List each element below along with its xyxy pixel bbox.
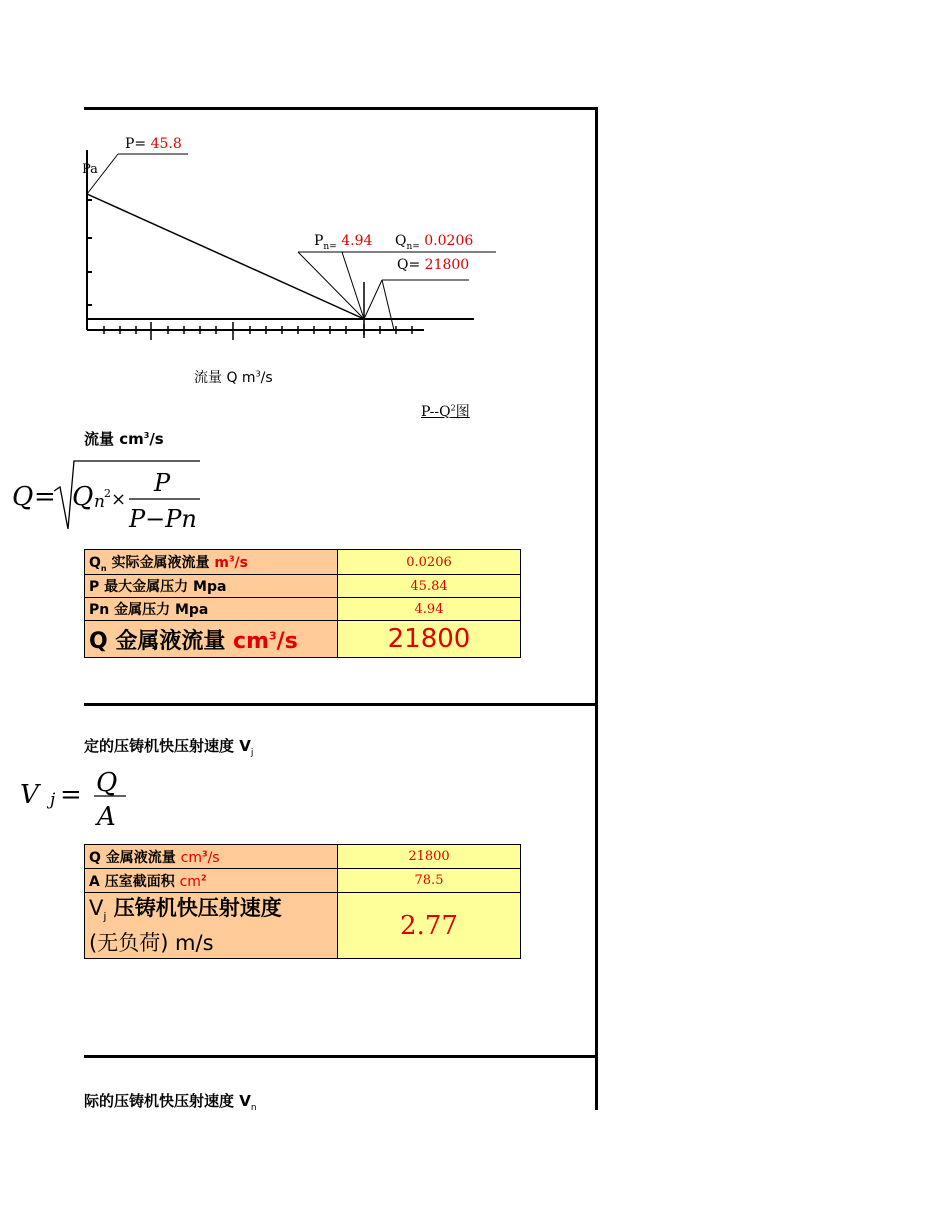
table-row [85,869,521,893]
svg-text:Q: Q [72,482,94,512]
table-row [85,575,521,598]
p-label-cell: P 最大金属压力 Mpa [85,575,338,598]
svg-text:=: = [60,780,82,810]
pn-label: $P_{n=}$ 4.94 [314,233,373,252]
q-leader [382,280,394,330]
formula-vj [18,765,138,833]
svg-text:P: P [154,469,171,497]
chart-caption: $P--Q^2$图 [421,403,470,420]
section3-divider [84,1055,598,1058]
table-row [85,845,521,869]
p-label: P= 45.8 [125,136,182,152]
q-result-value-cell: 21800 [338,621,521,658]
svg-text:A: A [97,802,116,832]
p-value-cell[interactable]: 45.84 [338,575,521,598]
q-result-label-cell: Q 金属液流量 $cm^3/s$ [85,621,338,658]
pn-value-cell[interactable]: 4.94 [338,598,521,621]
pa-label: Pa [82,162,98,177]
table-row [85,893,521,959]
svg-text:2: 2 [104,487,111,500]
svg-text:n: n [94,492,105,512]
top-border [84,107,598,110]
table-row [85,550,521,575]
svg-text:Q: Q [96,768,118,798]
section1-title: 流量 $cm^3/s$ [84,430,164,448]
qn-label-cell: $Q_n$ 实际金属液流量 $m^3/s$ [85,550,338,575]
a-label-cell: A 压室截面积 $cm^2$ [85,869,338,893]
vj-label-line1: $V_j$ 压铸机快压射速度 [89,895,282,924]
q-value-cell[interactable]: 21800 [338,845,521,869]
svg-text:×: × [111,489,127,510]
svg-text:P−Pn: P−Pn [129,505,197,533]
svg-text:=: = [34,482,56,512]
section2-table [84,844,521,959]
svg-text:V: V [20,780,39,810]
q-label-cell: Q 金属液流量 $cm^3/s$ [85,845,338,869]
pn-leader [298,252,364,319]
pq-line [87,194,364,319]
qn-label: $Q_{n=}$ 0.0206 [395,233,474,252]
svg-text:Q: Q [12,482,34,512]
x-axis-label: 流量 Q $m^3/s$ [194,369,273,386]
section2-divider [84,703,598,706]
table-row [85,621,521,658]
svg-text:j: j [50,790,56,810]
qn-value-cell[interactable]: 0.0206 [338,550,521,575]
q-label: Q= 21800 [397,257,470,273]
a-value-cell[interactable]: 78.5 [338,869,521,893]
vj-label-cell [85,893,338,959]
formula-q [10,455,210,535]
section1-table [84,549,521,658]
vj-value-cell: 2.77 [338,893,521,959]
right-border [595,107,598,1110]
vj-label-line2: (无负荷) m/s [89,931,214,956]
table-row [85,598,521,621]
pn-label-cell: Pn 金属压力 Mpa [85,598,338,621]
q-leader2 [364,280,382,319]
section2-title: 定的压铸机快压射速度 $V_j$ [84,737,254,758]
pn-leader2 [342,252,364,319]
section3-title: 际的压铸机快压射速度 $V_n$ [84,1092,257,1113]
